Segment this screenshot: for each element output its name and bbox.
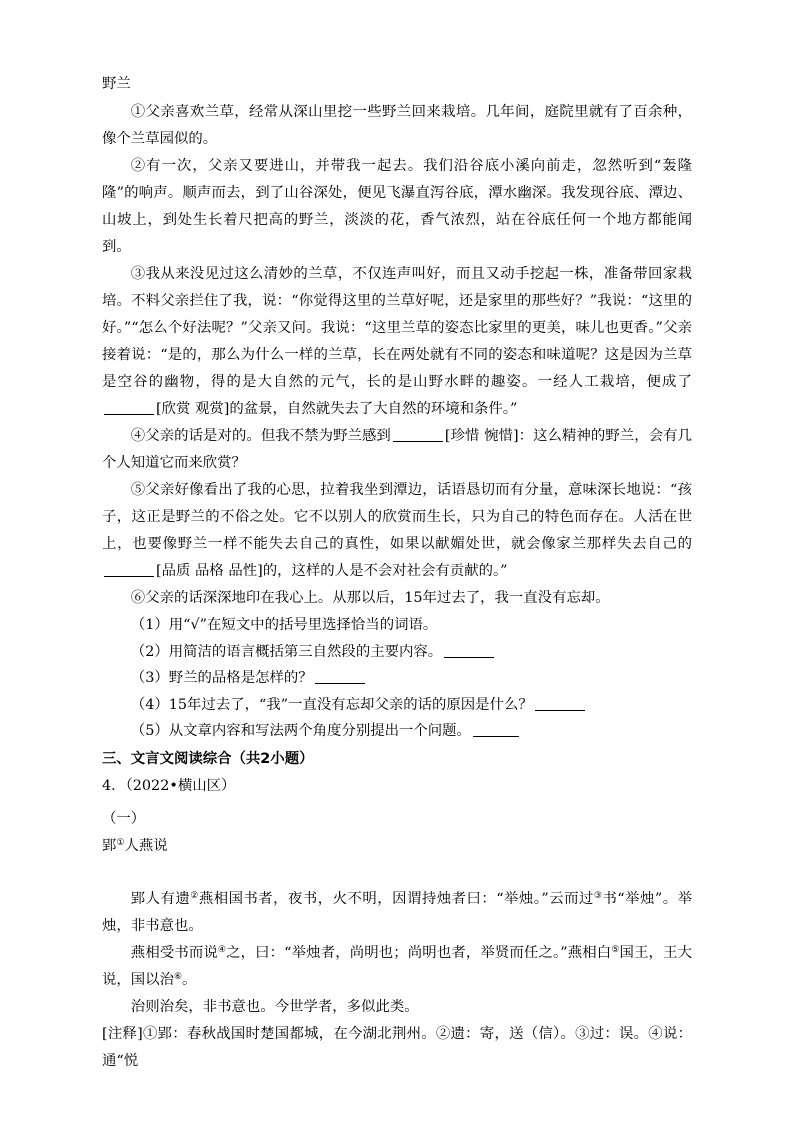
question-5 — [102, 718, 692, 745]
footnote-ref: ⑥ — [173, 971, 183, 982]
classical-paragraph-2 — [102, 940, 692, 994]
question-4 — [102, 692, 692, 719]
answer-blank[interactable] — [444, 643, 494, 658]
text: 燕相受书而说 — [130, 944, 218, 961]
paragraph-4-text-b: [珍惜 惋惜]：这么精神的野兰，会有几个人知道它而来欣赏？ — [102, 428, 692, 471]
paragraph-3 — [102, 261, 692, 423]
paragraph-5-text-b: [品质 品格 品性]的，这样的人是不会对社会有贡献的。” — [156, 563, 508, 579]
text: 书“举烛”。举烛，非书意也。 — [102, 890, 692, 934]
spacer — [102, 860, 692, 886]
paragraph-5 — [102, 477, 692, 585]
footnote-ref: ① — [116, 837, 125, 848]
paragraph-5-text-a: ⑤父亲好像看出了我的心思，拉着我坐到潭边，话语恳切而有分量，意味深长地说：“孩子，这正是野兰的不俗之处。它不以别人的欣赏而生长，只为自己的特色而存在。人活在世上，也要像野兰一样不能失去自己的真性，如果以献媚处世，就会像家兰那样失去自己的 — [102, 482, 692, 552]
text: 国王，王大说，国以治 — [102, 944, 692, 988]
annotation-note: [注释]①郢：春秋战国时楚国都城，在今湖北荆州。②遗：寄，送（信）。③过：误。④说：通“悦 — [102, 1025, 692, 1069]
section-heading: 三、文言文阅读综合（共2小题） — [102, 750, 314, 767]
text: 之，曰：“举烛者，尚明也；尚明也者，举贤而任之。”燕相白 — [226, 944, 612, 961]
question-2 — [102, 639, 692, 666]
answer-blank[interactable] — [473, 722, 519, 737]
reading-title: 野兰 — [102, 76, 131, 92]
answer-blank[interactable] — [535, 696, 585, 711]
part-label: （一） — [102, 810, 146, 827]
question-4-text: （4）15年过去了，“我”一直没有忘却父亲的话的原因是什么？ — [130, 696, 533, 713]
classical-paragraph-1 — [102, 886, 692, 940]
paragraph-3-text-b: [欣赏 观赏]的盆景，自然就失去了大自然的环境和条件。” — [156, 401, 518, 417]
footnote-ref: ③ — [593, 890, 603, 901]
classical-paragraph-3: 治则治矣，非书意也。今世学者，多似此类。 — [130, 998, 419, 1015]
question-source: 4．（2022•横山区） — [102, 777, 236, 794]
paragraph-2: ②有一次，父亲又要进山，并带我一起去。我们沿谷底小溪向前走，忽然听到“轰隆隆”的响声。顺声而去，到了山谷深处，便见飞瀑直泻谷底，潭水幽深。我发现谷底、潭边、山坡上，到处生长着尺把高的野兰，淡淡的花，香气浓烈，站在谷底任何一个地方都能闻到。 — [102, 158, 692, 255]
question-5-text: （5）从文章内容和写法两个角度分别提出一个问题。 — [130, 723, 471, 739]
footnote-ref: ④ — [217, 944, 227, 955]
paragraph-3-text-a: ③我从来没见过这么清妙的兰草，不仅连声叫好，而且又动手挖起一株，准备带回家栽培。不料父亲拦住了我，说：“你觉得这里的兰草好呢，还是家里的那些好？”我说：“这里的好。”“怎么个好法呢？”父亲又问。我说：“这里兰草的姿态比家里的更美，味儿也更香。”父亲接着说：“是的，那么为什么一样的兰草，长在两处就有不同的姿态和味道呢？这是因为兰草是空谷的幽物，得的是大自然的元气，长的是山野水畔的趣姿。一经人工栽培，便成了 — [102, 266, 692, 390]
question-2-text: （2）用简洁的语言概括第三自然段的主要内容。 — [130, 643, 443, 660]
document-page — [102, 70, 692, 1075]
answer-blank[interactable] — [393, 427, 443, 442]
answer-blank[interactable] — [104, 400, 154, 415]
paragraph-4-text-a: ④父亲的话是对的。但我不禁为野兰感到 — [130, 428, 391, 444]
classical-title — [102, 833, 692, 860]
paragraph-4 — [102, 423, 692, 477]
paragraph-6: ⑥父亲的话深深地印在我心上。从那以后，15年过去了，我一直没有忘却。 — [130, 590, 610, 606]
text: 燕相国书者，夜书，火不明，因谓持烛者曰：“举烛。”云而过 — [198, 890, 594, 907]
classical-title-b: 人燕说 — [124, 837, 168, 854]
footnote-ref: ② — [190, 890, 199, 901]
answer-blank[interactable] — [315, 669, 365, 684]
classical-title-a: 郢 — [102, 837, 117, 854]
text: 。 — [182, 971, 197, 988]
question-1: （1）用“√”在短文中的括号里选择恰当的词语。 — [130, 617, 438, 633]
text: 郢人有遗 — [130, 890, 191, 907]
answer-blank[interactable] — [104, 562, 154, 577]
paragraph-1: ①父亲喜欢兰草，经常从深山里挖一些野兰回来栽培。几年间，庭院里就有了百余种，像个兰草园似的。 — [102, 104, 692, 147]
footnote-ref: ⑤ — [611, 944, 620, 955]
question-3-text: （3）野兰的品格是怎样的？ — [130, 670, 313, 686]
question-3 — [102, 665, 692, 692]
